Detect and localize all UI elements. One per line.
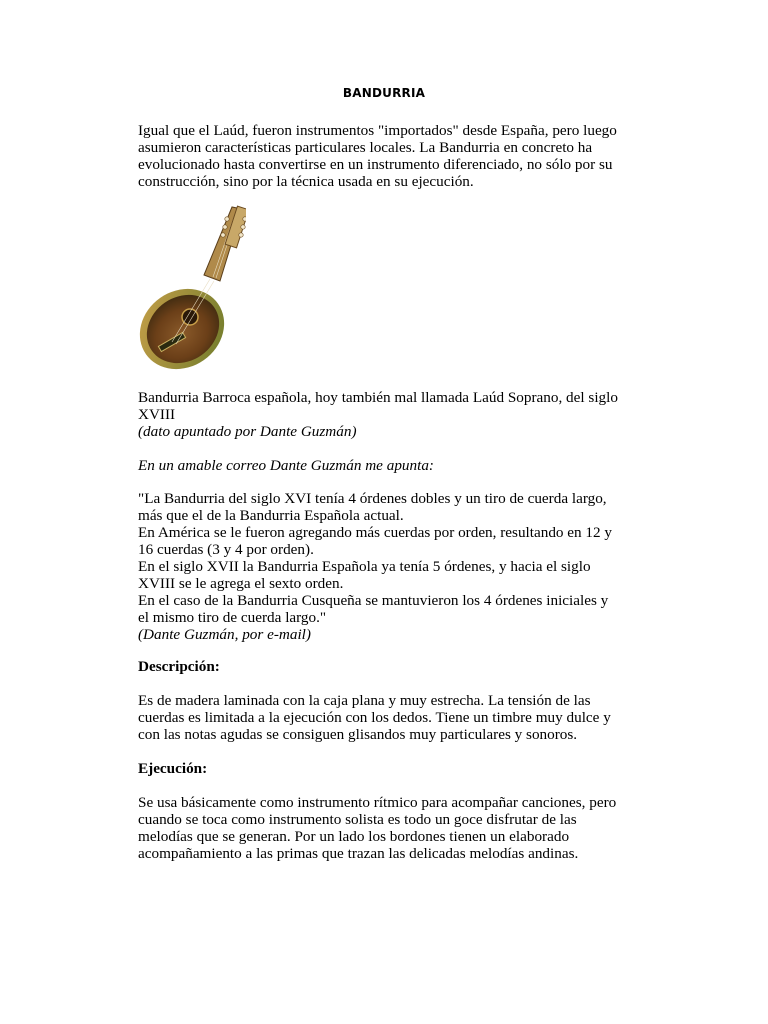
ejecucion-line: Se usa básicamente como instrumento rítmico para acompañar canciones, pero xyxy=(138,794,617,811)
descripcion-line: Es de madera laminada con la caja plana y muy estrecha. La tensión de las xyxy=(138,692,591,709)
bandurria-instrument-illustration xyxy=(134,205,246,373)
ejecucion-heading xyxy=(138,760,638,777)
ejecucion-line: cuando se toca como instrumento solista es todo un goce disfrutar de las xyxy=(138,811,577,828)
ejecucion-line: melodías que se generan. Por un lado los bordones tienen un elaborado xyxy=(138,828,570,845)
intro-line: evolucionado hasta convertirse en un instrumento diferenciado, no sólo por su xyxy=(138,156,613,173)
caption-credit: (dato apuntado por Dante Guzmán) xyxy=(138,423,357,440)
caption-line: XVIII xyxy=(138,406,176,423)
quote-line: XVIII se le agrega el sexto orden. xyxy=(138,575,344,592)
intro-line: Igual que el Laúd, fueron instrumentos "importados" desde España, pero luego xyxy=(138,122,617,139)
quote-credit: (Dante Guzmán, por e-mail) xyxy=(138,626,311,643)
descripcion-line: cuerdas es limitada a la ejecución con los dedos. Tiene un timbre muy dulce y xyxy=(138,709,611,726)
correo-intro xyxy=(138,457,638,474)
correo-intro-line: En un amable correo Dante Guzmán me apunta: xyxy=(138,457,434,474)
instrument-body xyxy=(134,273,240,373)
quote-line: En el siglo XVII la Bandurria Española ya tenía 5 órdenes, y hacia el siglo xyxy=(138,558,591,575)
descripcion-heading-text: Descripción: xyxy=(138,658,220,675)
ejecucion-paragraph xyxy=(138,794,638,862)
intro-line: construcción, sino por la técnica usada en su ejecución. xyxy=(138,173,474,190)
quote-line: el mismo tiro de cuerda largo." xyxy=(138,609,327,626)
quote-line: más que el de la Bandurria Española actual. xyxy=(138,507,404,524)
intro-line: asumieron características particulares locales. La Bandurria en concreto ha xyxy=(138,139,593,156)
document-title: BANDURRIA xyxy=(342,86,426,100)
quote-line: 16 cuerdas (3 y 4 por orden). xyxy=(138,541,314,558)
intro-paragraph xyxy=(138,122,638,190)
caption-line: Bandurria Barroca española, hoy también mal llamada Laúd Soprano, del siglo xyxy=(138,389,618,406)
descripcion-heading xyxy=(138,658,638,675)
quote-paragraph xyxy=(138,490,638,643)
ejecucion-heading-text: Ejecución: xyxy=(138,760,208,777)
image-caption xyxy=(138,389,638,440)
quote-line: En el caso de la Bandurria Cusqueña se mantuvieron los 4 órdenes iniciales y xyxy=(138,592,609,609)
ejecucion-line: acompañamiento a las primas que trazan las delicadas melodías andinas. xyxy=(138,845,579,862)
descripcion-paragraph xyxy=(138,692,638,743)
quote-line: En América se le fueron agregando más cuerdas por orden, resultando en 12 y xyxy=(138,524,613,541)
quote-line: "La Bandurria del siglo XVI tenía 4 órdenes dobles y un tiro de cuerda largo, xyxy=(138,490,607,507)
descripcion-line: con las notas agudas se consiguen glisandos muy particulares y sonoros. xyxy=(138,726,578,743)
